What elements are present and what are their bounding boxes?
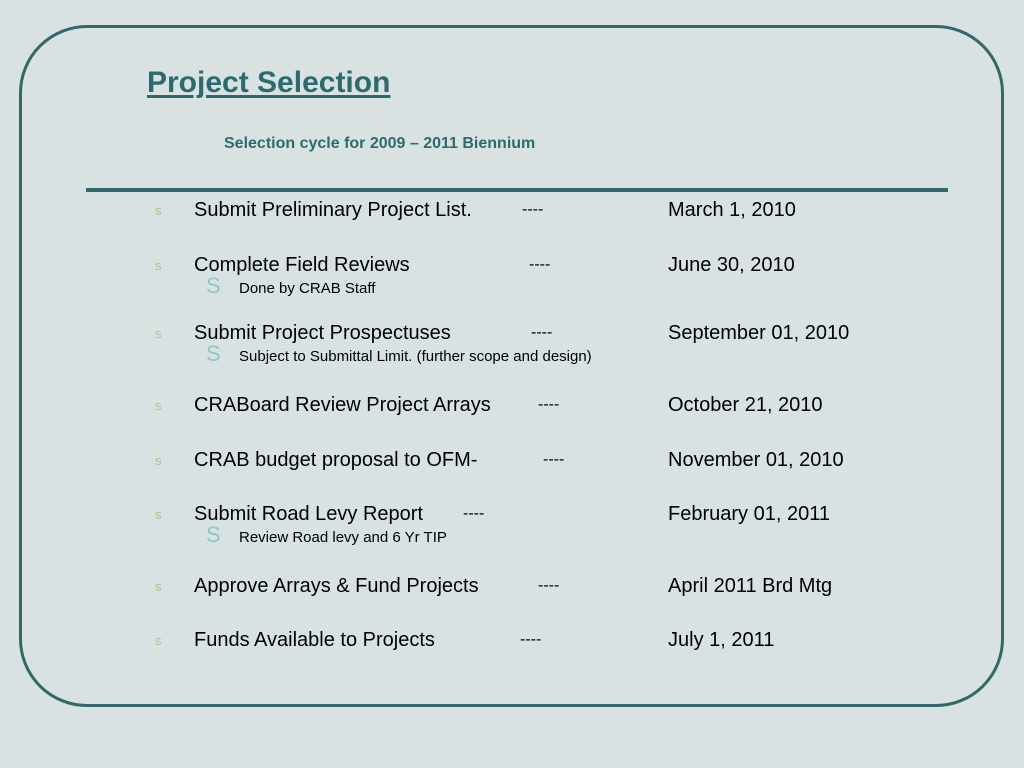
dash-separator: ---- [531, 324, 553, 341]
task-label: CRAB budget proposal to OFM- [194, 449, 478, 471]
dash-separator: ---- [522, 201, 544, 218]
bullet-icon: s [155, 398, 162, 413]
slide-subtitle: Selection cycle for 2009 – 2011 Biennium [224, 135, 536, 152]
bullet-icon: s [155, 258, 162, 273]
dash-separator: ---- [463, 505, 485, 522]
dash-separator: ---- [538, 577, 560, 594]
due-date: March 1, 2010 [668, 199, 796, 221]
sub-bullet-icon: S [206, 273, 221, 298]
sub-bullet-icon: S [206, 522, 221, 547]
slide-frame [19, 25, 1004, 707]
bullet-icon: s [155, 203, 162, 218]
task-label: CRABoard Review Project Arrays [194, 394, 491, 416]
dash-separator: ---- [520, 631, 542, 648]
due-date: June 30, 2010 [668, 254, 795, 276]
bullet-icon: s [155, 507, 162, 522]
due-date: November 01, 2010 [668, 449, 844, 471]
sub-bullet-icon: S [206, 341, 221, 366]
dash-separator: ---- [529, 256, 551, 273]
sub-note: Subject to Submittal Limit. (further scope and design) [239, 348, 592, 365]
task-label: Complete Field Reviews [194, 254, 410, 276]
due-date: April 2011 Brd Mtg [668, 575, 833, 597]
divider-rule [86, 188, 948, 192]
task-label: Funds Available to Projects [194, 629, 435, 651]
task-label: Submit Project Prospectuses [194, 322, 451, 344]
bullet-icon: s [155, 326, 162, 341]
due-date: February 01, 2011 [668, 503, 830, 525]
due-date: September 01, 2010 [668, 322, 850, 344]
due-date: July 1, 2011 [668, 629, 775, 651]
bullet-icon: s [155, 579, 162, 594]
task-label: Approve Arrays & Fund Projects [194, 575, 479, 597]
bullet-icon: s [155, 453, 162, 468]
dash-separator: ---- [543, 451, 565, 468]
dash-separator: ---- [538, 396, 560, 413]
sub-note: Review Road levy and 6 Yr TIP [239, 529, 447, 546]
slide-title: Project Selection [147, 66, 391, 99]
task-label: Submit Road Levy Report [194, 503, 424, 525]
bullet-icon: s [155, 633, 162, 648]
sub-note: Done by CRAB Staff [239, 280, 376, 297]
task-label: Submit Preliminary Project List. [194, 199, 472, 221]
due-date: October 21, 2010 [668, 394, 823, 416]
